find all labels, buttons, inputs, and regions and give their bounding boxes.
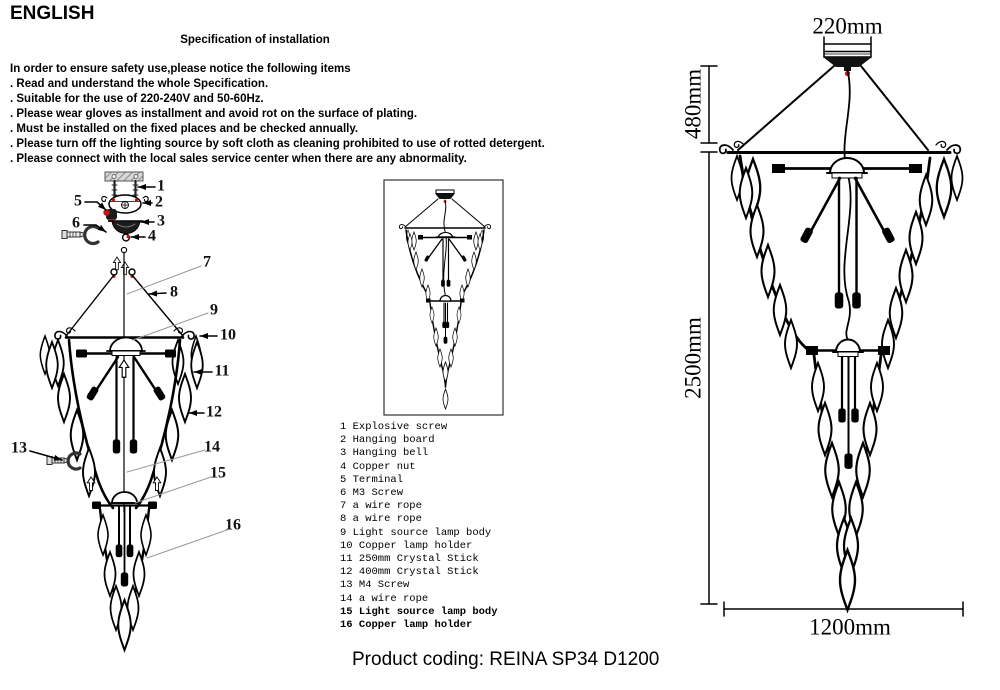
parts-list-item: 15 Light source lamp body xyxy=(340,605,498,618)
parts-list-item: 16 Copper lamp holder xyxy=(340,619,473,632)
hanging-bell xyxy=(109,221,143,234)
callout-5: 5 xyxy=(74,192,82,210)
callout-9: 9 xyxy=(210,301,218,319)
callout-12: 12 xyxy=(206,403,222,421)
parts-list-item: 6 M3 Screw xyxy=(340,487,404,500)
callout-16: 16 xyxy=(225,516,241,534)
callout-13: 13 xyxy=(11,439,27,457)
instruction-line: . Read and understand the whole Specification. xyxy=(10,78,269,90)
dim-label-canopy-width: 220mm xyxy=(812,13,883,39)
callout-4: 4 xyxy=(148,227,156,245)
dim-label-hanging-height: 480mm xyxy=(680,68,706,140)
dimension-lines xyxy=(701,37,963,616)
lamp-body-top xyxy=(76,338,176,454)
parts-list-item: 10 Copper lamp holder xyxy=(340,539,473,552)
product-coding: Product coding: REINA SP34 D1200 xyxy=(352,649,660,670)
dim-label-body-height: 2500mm xyxy=(680,317,706,399)
instruction-line: . Please wear gloves as installment and avoid rot on the surface of plating. xyxy=(10,108,418,120)
dim-label-diameter: 1200mm xyxy=(809,614,891,640)
terminal xyxy=(103,209,117,222)
instruction-line: . Please connect with the local sales service center when there are any abnormality. xyxy=(10,153,467,165)
ceiling-mount xyxy=(105,172,143,181)
parts-list-item: 11 250mm Crystal Stick xyxy=(340,553,479,566)
callout-3: 3 xyxy=(157,212,165,230)
callout-10: 10 xyxy=(220,326,236,344)
parts-list-item: 9 Light source lamp body xyxy=(340,526,492,539)
callout-1: 1 xyxy=(157,177,165,195)
callout-14: 14 xyxy=(204,438,220,456)
parts-list-item: 1 Explosive screw xyxy=(340,421,448,433)
overview-diagram xyxy=(384,180,503,415)
copper-nut xyxy=(123,234,130,241)
parts-list-item: 12 400mm Crystal Stick xyxy=(340,566,479,579)
callout-11: 11 xyxy=(214,362,230,380)
callout-15: 15 xyxy=(210,464,226,482)
page-title: Specification of installation xyxy=(180,34,330,46)
parts-list-item: 3 Hanging bell xyxy=(340,447,429,460)
parts-list-item: 7 a wire rope xyxy=(340,500,422,513)
suspension-hooks xyxy=(111,247,135,278)
language-heading: ENGLISH xyxy=(10,3,95,24)
parts-list-item: 14 a wire rope xyxy=(340,592,429,605)
instruction-line: . Must be installed on the fixed places and be checked annually. xyxy=(10,123,359,135)
parts-list-item: 5 Terminal xyxy=(340,473,404,486)
callout-8: 8 xyxy=(170,283,178,301)
callout-2: 2 xyxy=(155,193,163,211)
m3-screw-icon xyxy=(62,227,98,244)
parts-list-item: 2 Hanging board xyxy=(340,434,435,447)
callout-7: 7 xyxy=(203,253,211,271)
parts-list-item: 4 Copper nut xyxy=(340,460,416,473)
callout-6: 6 xyxy=(72,214,80,232)
parts-list-item: 13 M4 Screw xyxy=(340,579,410,592)
instruction-line: . Please turn off the lighting source by soft cloth as cleaning prohibited to use of rotted detergent. xyxy=(10,138,545,150)
dimension-diagram xyxy=(680,13,963,639)
parts-list-item: 8 a wire rope xyxy=(340,513,422,526)
instruction-line: . Suitable for the use of 220-240V and 50-60Hz. xyxy=(10,93,264,105)
exploded-diagram xyxy=(11,172,241,650)
instruction-line: In order to ensure safety use,please notice the following items xyxy=(10,63,351,75)
